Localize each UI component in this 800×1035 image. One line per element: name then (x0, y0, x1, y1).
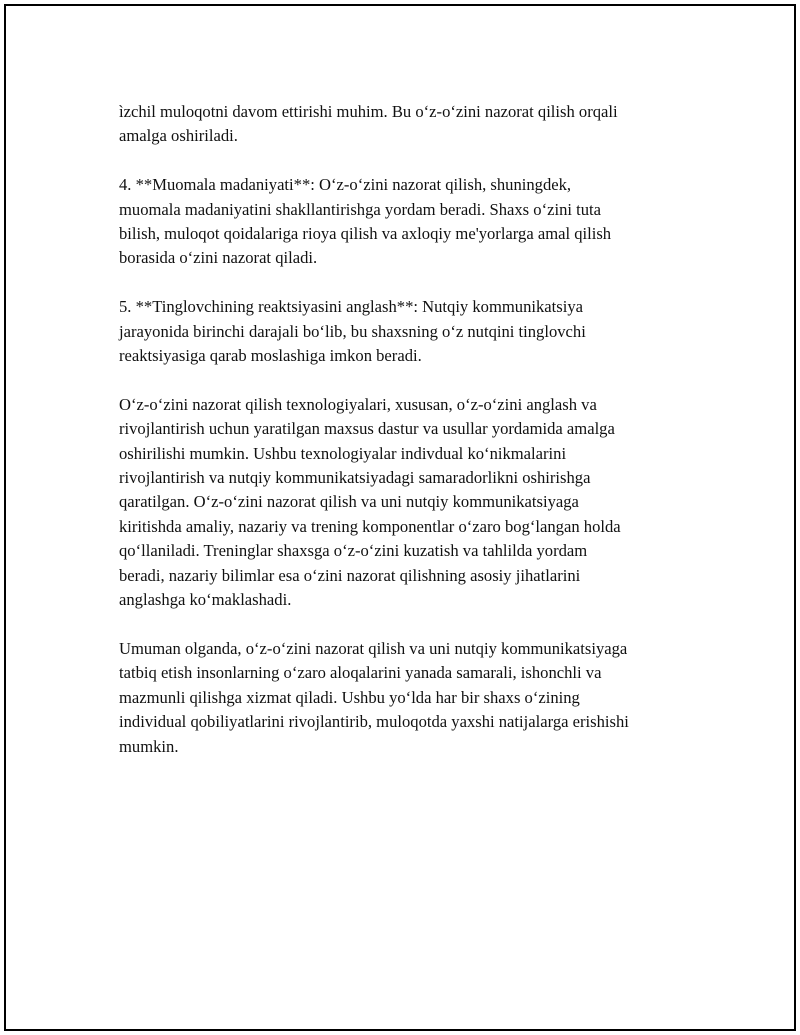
paragraph-tinglovchi-reaktsiyasi: 5. **Tinglovchining reaktsiyasini anglash**: Nutqiy kommunikatsiya jarayonida birinchi darajali bo‘lib, bu shaxsning o‘z nutqini tinglovchi reaktsiyasiga qarab moslashiga imkon beradi. (119, 297, 586, 366)
document-page (4, 4, 796, 1031)
paragraph-muomala-madaniyati: 4. **Muomala madaniyati**: O‘z-o‘zini nazorat qilish, shuningdek, muomala madaniyatini shakllantirishga yordam beradi. Shaxs o‘zini tuta bilish, muloqot qoidalariga rioya qilish va axloqiy me'yorlarga amal qilish borasida o‘zini nazorat qiladi. (119, 175, 612, 268)
document-body (119, 100, 699, 783)
paragraph-continuation: ìzchil muloqotni davom ettirishi muhim. Bu o‘z-o‘zini nazorat qilish orqali amalga oshiriladi. (119, 102, 618, 146)
paragraph-texnologiyalar: O‘z-o‘zini nazorat qilish texnologiyalari, xususan, o‘z-o‘zini anglash va rivojlantirish uchun yaratilgan maxsus dastur va usullar yordamida amalga oshirilishi mumkin. Ushbu texnologiyalar indivdual ko‘nikmalarini rivojlantirish va nutqiy kommunikatsiyadagi samaradorlikni oshirishga qaratilgan. O‘z-o‘zini nazorat qilish va uni nutqiy kommunikatsiyaga kiritishda amaliy, nazariy va trening komponentlar o‘zaro bog‘langan holda qo‘llaniladi. Treninglar shaxsga o‘z-o‘zini kuzatish va tahlilda yordam beradi, nazariy bilimlar esa o‘zini nazorat qilishning asosiy jihatlarini anglashga ko‘maklashadi. (119, 394, 621, 610)
paragraph-xulosa: Umuman olganda, o‘z-o‘zini nazorat qilish va uni nutqiy kommunikatsiyaga tatbiq etish insonlarning o‘zaro aloqalarini yanada samarali, ishonchli va mazmunli qilishga xizmat qiladi. Ushbu yo‘lda har bir shaxs o‘zining individual qobiliyatlarini rivojlantirib, muloqotda yaxshi natijalarga erishishi mumkin. (119, 638, 629, 756)
